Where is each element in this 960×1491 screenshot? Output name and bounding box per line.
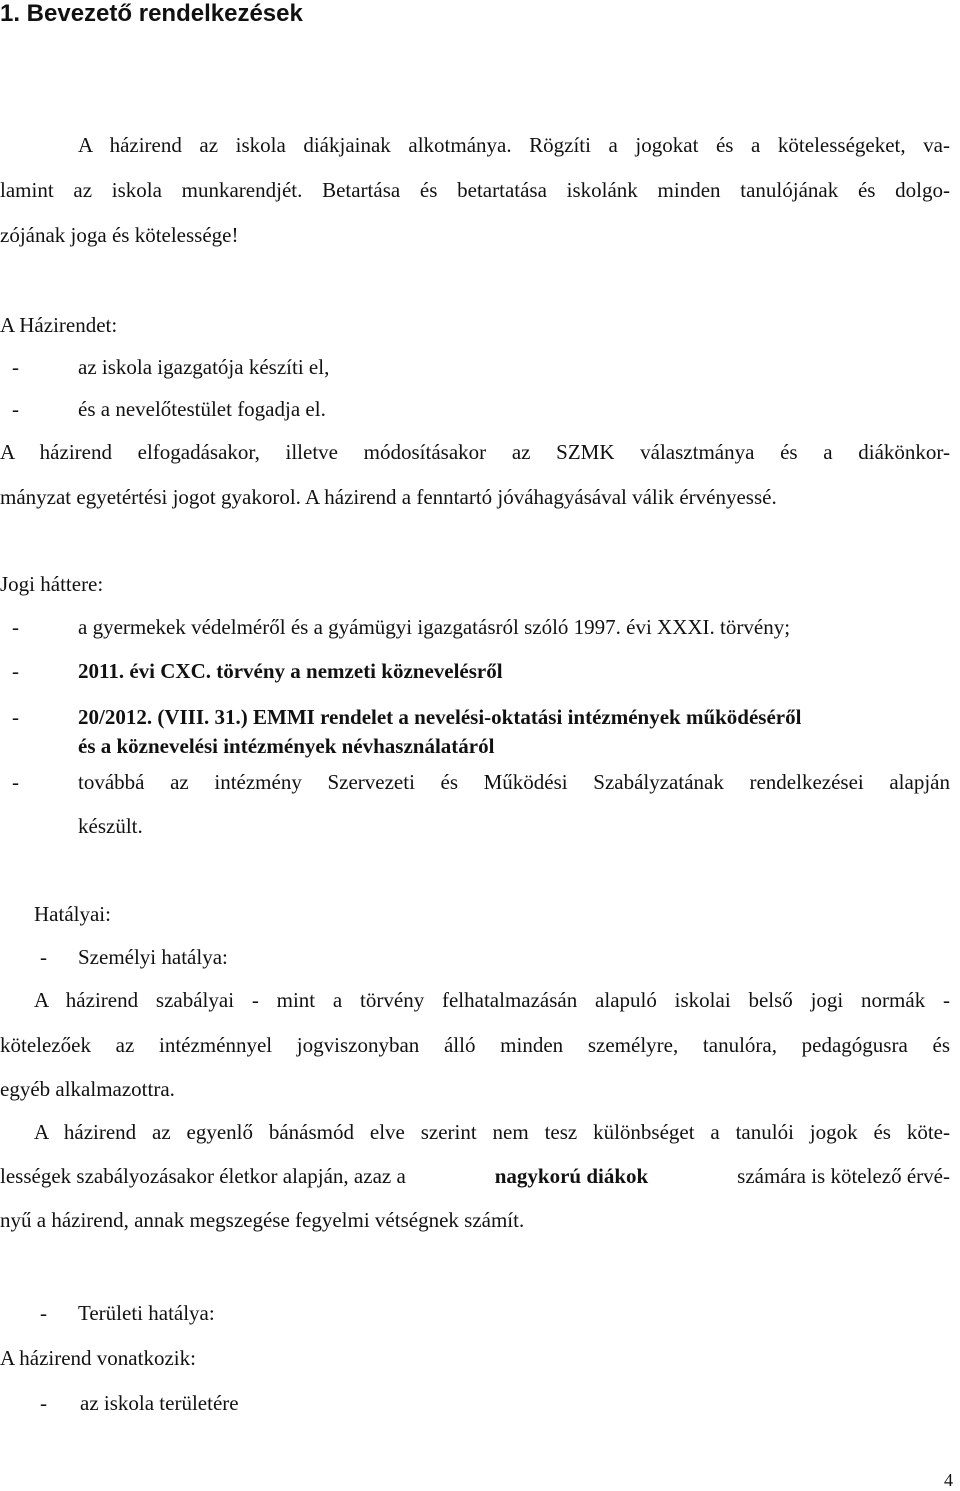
p2-line-2-part-c: számára is kötelező érvé- [737, 1164, 950, 1188]
szemelyi-p1-line-1: A házirend szabályai - mint a törvény felhatalmazásán alapuló iskolai belső jogi normák - [34, 988, 950, 1012]
list-dash: - [40, 945, 47, 969]
jogi-item-4-line-1: továbbá az intézmény Szervezeti és Működési Szabályzatának rendelkezései alapján [78, 770, 950, 794]
list-dash: - [12, 355, 19, 379]
list-dash: - [40, 1301, 47, 1325]
p2-line-2-emphasis: nagykorú diákok [494, 1164, 649, 1188]
page-number: 4 [944, 1470, 953, 1490]
szemelyi-p2-line-2 [0, 1164, 950, 1189]
hatalyai-label: Hatályai: [34, 902, 111, 926]
list-dash: - [40, 1391, 47, 1415]
list-dash: - [12, 770, 19, 794]
elfogadas-line-2: mányzat egyetértési jogot gyakorol. A házirend a fenntartó jóváhagyásával válik érvényessé. [0, 485, 777, 509]
szemelyi-p1-line-3: egyéb alkalmazottra. [0, 1077, 175, 1101]
elfogadas-line-1: A házirend elfogadásakor, illetve módosításakor az SZMK választmánya és a diákönkor- [0, 440, 950, 464]
intro-line-3: zójának joga és kötelessége! [0, 223, 239, 247]
jogi-item-2: 2011. évi CXC. törvény a nemzeti köznevelésről [78, 659, 503, 683]
jogi-item-3-line-2: és a köznevelési intézmények névhasználatáról [78, 734, 495, 758]
jogi-item-4-line-2: készült. [78, 814, 143, 838]
p2-line-2-part-a: lességek szabályozásakor életkor alapján, azaz a [0, 1164, 406, 1188]
szemelyi-p1-line-2: kötelezőek az intézménnyel jogviszonyban álló minden személyre, tanulóra, pedagógusra és [0, 1033, 950, 1057]
hazirendet-label: A Házirendet: [0, 313, 118, 337]
intro-line-2: lamint az iskola munkarendjét. Betartása és betartatása iskolánk minden tanulójának és dolgo- [0, 178, 950, 202]
teruleti-label: Területi hatálya: [78, 1301, 215, 1325]
szemelyi-p2-line-1: A házirend az egyenlő bánásmód elve szerint nem tesz különbséget a tanulói jogok és köte- [34, 1120, 950, 1144]
hazirendet-item-2: és a nevelőtestület fogadja el. [78, 397, 326, 421]
jogi-label: Jogi háttere: [0, 572, 104, 596]
section-heading: 1. Bevezető rendelkezések [0, 0, 303, 27]
list-dash: - [12, 615, 19, 639]
hazirendet-item-1: az iskola igazgatója készíti el, [78, 355, 330, 379]
list-dash: - [12, 659, 19, 683]
vonatkozik-item: az iskola területére [80, 1391, 239, 1415]
szemelyi-p2-line-3: nyű a házirend, annak megszegése fegyelmi vétségnek számít. [0, 1208, 525, 1232]
intro-line-1: A házirend az iskola diákjainak alkotmánya. Rögzíti a jogokat és a kötelességeket, va- [78, 133, 950, 157]
vonatkozik-label: A házirend vonatkozik: [0, 1346, 196, 1370]
jogi-item-1: a gyermekek védelméről és a gyámügyi igazgatásról szóló 1997. évi XXXI. törvény; [78, 615, 791, 639]
jogi-item-3-line-1: 20/2012. (VIII. 31.) EMMI rendelet a nevelési-oktatási intézmények működéséről [78, 705, 802, 729]
list-dash: - [12, 705, 19, 729]
list-dash: - [12, 397, 19, 421]
szemelyi-label: Személyi hatálya: [78, 945, 228, 969]
